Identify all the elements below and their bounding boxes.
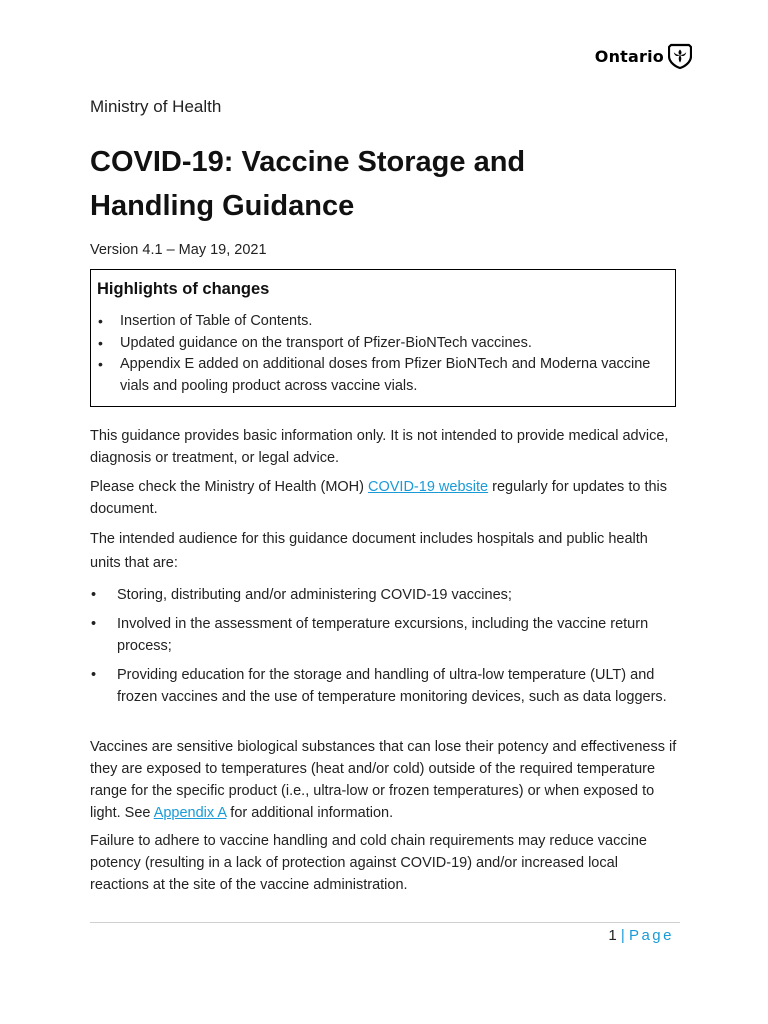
highlights-heading: Highlights of changes [97, 280, 270, 298]
covid-19-website-link[interactable]: COVID-19 website [368, 479, 489, 495]
cold-chain-paragraph: Failure to adhere to vaccine handling and cold chain requirements may reduce vaccine potency (resulting in a lack of protection against COVID-19) and/or increased local reactions at the site of the vaccine administration. [90, 833, 647, 893]
page-separator: | [620, 927, 625, 944]
highlights-item: • Updated guidance on the transport of Pfizer-BioNTech vaccines. [97, 333, 663, 355]
document-version: Version 4.1 – May 19, 2021 [90, 242, 267, 258]
highlights-item: • Appendix E added on additional doses from Pfizer BioNTech and Moderna vaccine vials and pooling product across vaccine vials. [97, 354, 663, 397]
ontario-brand [595, 43, 692, 69]
appendix-a-link[interactable]: Appendix A [153, 805, 227, 821]
updates-text-after: regularly for updates to this document. [90, 479, 668, 517]
page-label: Page [628, 927, 674, 944]
highlights-list [97, 311, 663, 397]
sensitivity-text-before: Vaccines are sensitive biological substances that can lose their potency and effectiveness if they are exposed to temperatures (heat and/or cold) outside of the required temperature range for the specific product (i.e., ultra-low or frozen temperatures) or when exposed to light. See [90, 739, 677, 821]
ontario-trillium-logo-icon [668, 43, 692, 69]
highlights-box [90, 269, 676, 407]
audience-list-item: • Providing education for the storage and handling of ultra-low temperature (ULT) and frozen vaccines and the use of temperature monitoring devices, such as data loggers. [90, 664, 680, 708]
vaccine-sensitivity-paragraph [90, 736, 680, 824]
audience-list-item: • Involved in the assessment of temperature excursions, including the vaccine return process; [90, 613, 680, 657]
document-title: COVID-19: Vaccine Storage and Handling Guidance [90, 146, 526, 222]
brand-name: Ontario [594, 46, 664, 66]
audience-list [90, 584, 680, 715]
disclaimer-paragraph: This guidance provides basic information only. It is not intended to provide medical advice, diagnosis or treatment, or legal advice. [90, 428, 669, 466]
audience-list-item: • Storing, distributing and/or administering COVID-19 vaccines; [90, 584, 680, 606]
page-number: 1 [608, 927, 617, 944]
footer-divider [90, 922, 680, 923]
updates-text-before: Please check the Ministry of Health (MOH) [90, 479, 369, 495]
highlights-item: • Insertion of Table of Contents. [97, 311, 663, 333]
updates-paragraph [90, 476, 680, 520]
audience-paragraph: The intended audience for this guidance document includes hospitals and public health units that are: [90, 531, 648, 571]
sensitivity-text-after: for additional information. [226, 805, 394, 821]
ministry-name: Ministry of Health [90, 97, 222, 116]
page-footer [608, 927, 674, 944]
